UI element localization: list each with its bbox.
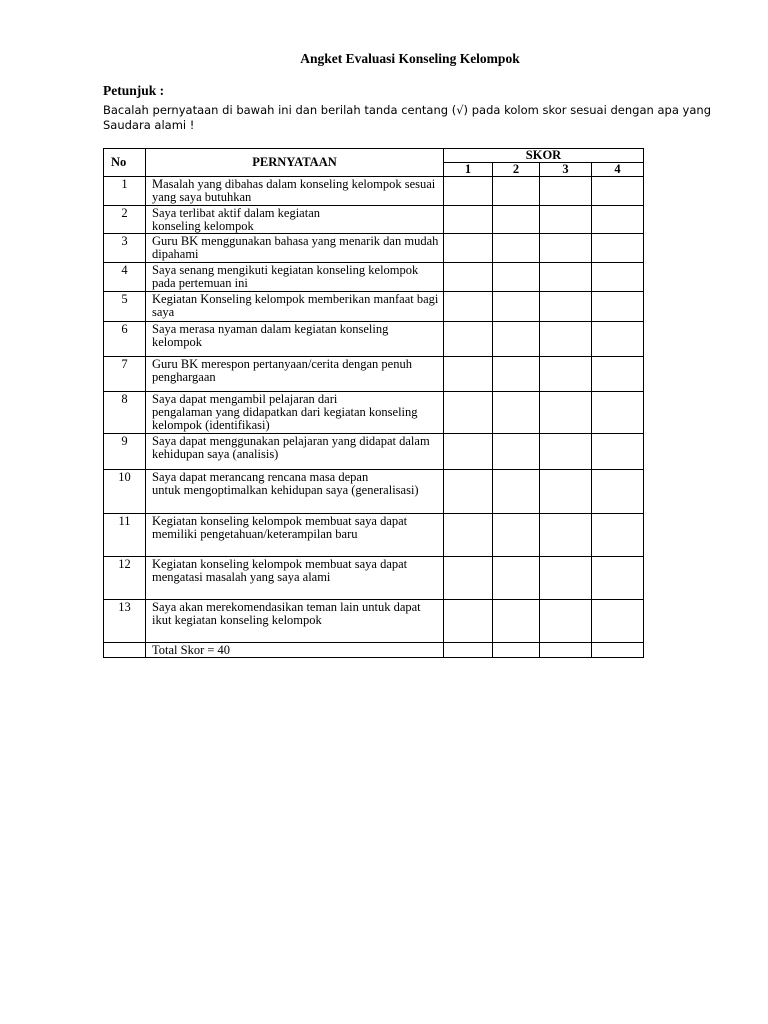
header-pernyataan: PERNYATAAN: [146, 149, 444, 177]
table-row: [104, 263, 644, 292]
score-cell-2[interactable]: [493, 470, 540, 514]
statement-text: Saya dapat merancang rencana masa depan untuk mengoptimalkan kehidupan saya (generalisasi): [146, 470, 444, 514]
table-row: [104, 177, 644, 206]
score-cell-1[interactable]: [444, 434, 493, 470]
score-cell-3[interactable]: [540, 470, 592, 514]
score-cell-1[interactable]: [444, 234, 493, 263]
row-number: 13: [104, 600, 146, 643]
score-cell-2[interactable]: [493, 206, 540, 234]
statement-text: Saya terlibat aktif dalam kegiatan konseling kelompok: [146, 206, 444, 234]
row-number: 4: [104, 263, 146, 292]
score-cell-2[interactable]: [493, 292, 540, 322]
statement-text: Saya senang mengikuti kegiatan konseling kelompok pada pertemuan ini: [146, 263, 444, 292]
table-row: [104, 557, 644, 600]
score-cell-4[interactable]: [592, 322, 644, 357]
score-cell-4[interactable]: [592, 177, 644, 206]
score-cell-2[interactable]: [493, 600, 540, 643]
total-score-cell-4[interactable]: [592, 643, 644, 658]
score-cell-4[interactable]: [592, 234, 644, 263]
score-cell-1[interactable]: [444, 514, 493, 557]
total-row: [104, 643, 644, 658]
table-row: [104, 234, 644, 263]
statement-text: Kegiatan Konseling kelompok memberikan manfaat bagi saya: [146, 292, 444, 322]
score-cell-4[interactable]: [592, 557, 644, 600]
score-cell-3[interactable]: [540, 206, 592, 234]
score-cell-4[interactable]: [592, 470, 644, 514]
statement-text: Saya dapat menggunakan pelajaran yang didapat dalam kehidupan saya (analisis): [146, 434, 444, 470]
header-score-1: 1: [444, 163, 493, 177]
score-cell-2[interactable]: [493, 322, 540, 357]
row-number: 11: [104, 514, 146, 557]
row-number: 12: [104, 557, 146, 600]
header-score-3: 3: [540, 163, 592, 177]
instructions-heading: Petunjuk :: [103, 83, 165, 98]
score-cell-3[interactable]: [540, 292, 592, 322]
score-cell-2[interactable]: [493, 392, 540, 434]
table-row: [104, 514, 644, 557]
table-row: [104, 292, 644, 322]
score-cell-3[interactable]: [540, 392, 592, 434]
score-cell-4[interactable]: [592, 263, 644, 292]
row-number: 1: [104, 177, 146, 206]
table-row: [104, 322, 644, 357]
score-cell-1[interactable]: [444, 322, 493, 357]
total-score-label: Total Skor = 40: [146, 643, 444, 658]
score-cell-4[interactable]: [592, 206, 644, 234]
row-number: 6: [104, 322, 146, 357]
table-row: [104, 600, 644, 643]
score-cell-3[interactable]: [540, 322, 592, 357]
instructions-text: Bacalah pernyataan di bawah ini dan berilah tanda centang (√) pada kolom skor sesuai dengan apa yang Saudara alami !: [103, 103, 711, 132]
score-cell-1[interactable]: [444, 600, 493, 643]
row-number: 10: [104, 470, 146, 514]
score-cell-4[interactable]: [592, 434, 644, 470]
score-cell-2[interactable]: [493, 234, 540, 263]
row-number: 7: [104, 357, 146, 392]
score-cell-1[interactable]: [444, 392, 493, 434]
score-cell-1[interactable]: [444, 357, 493, 392]
header-skor: SKOR: [444, 149, 644, 163]
score-cell-1[interactable]: [444, 177, 493, 206]
score-cell-2[interactable]: [493, 263, 540, 292]
score-cell-3[interactable]: [540, 600, 592, 643]
statement-text: Kegiatan konseling kelompok membuat saya dapat memiliki pengetahuan/keterampilan baru: [146, 514, 444, 557]
table-row: [104, 392, 644, 434]
statement-text: Kegiatan konseling kelompok membuat saya dapat mengatasi masalah yang saya alami: [146, 557, 444, 600]
row-number: 5: [104, 292, 146, 322]
score-cell-2[interactable]: [493, 514, 540, 557]
score-cell-2[interactable]: [493, 557, 540, 600]
statement-text: Masalah yang dibahas dalam konseling kelompok sesuai yang saya butuhkan: [146, 177, 444, 206]
score-cell-4[interactable]: [592, 514, 644, 557]
table-row: [104, 470, 644, 514]
score-cell-4[interactable]: [592, 292, 644, 322]
score-cell-4[interactable]: [592, 600, 644, 643]
statement-text: Guru BK merespon pertanyaan/cerita dengan penuh penghargaan: [146, 357, 444, 392]
questionnaire-table: [103, 148, 644, 658]
score-cell-2[interactable]: [493, 177, 540, 206]
score-cell-1[interactable]: [444, 263, 493, 292]
row-number: 2: [104, 206, 146, 234]
score-cell-4[interactable]: [592, 392, 644, 434]
score-cell-3[interactable]: [540, 357, 592, 392]
score-cell-3[interactable]: [540, 434, 592, 470]
statement-text: Saya merasa nyaman dalam kegiatan konseling kelompok: [146, 322, 444, 357]
score-cell-1[interactable]: [444, 292, 493, 322]
score-cell-3[interactable]: [540, 263, 592, 292]
score-cell-1[interactable]: [444, 557, 493, 600]
score-cell-1[interactable]: [444, 206, 493, 234]
table-row: [104, 206, 644, 234]
header-score-2: 2: [493, 163, 540, 177]
score-cell-1[interactable]: [444, 470, 493, 514]
row-number: 3: [104, 234, 146, 263]
score-cell-3[interactable]: [540, 177, 592, 206]
statement-text: Guru BK menggunakan bahasa yang menarik dan mudah dipahami: [146, 234, 444, 263]
page-title: Angket Evaluasi Konseling Kelompok: [300, 51, 520, 66]
score-cell-4[interactable]: [592, 357, 644, 392]
score-cell-3[interactable]: [540, 234, 592, 263]
score-cell-3[interactable]: [540, 557, 592, 600]
table-row: [104, 434, 644, 470]
header-no: No: [104, 149, 146, 177]
total-score-cell-1[interactable]: [444, 643, 493, 658]
row-number: 9: [104, 434, 146, 470]
score-cell-2[interactable]: [493, 357, 540, 392]
score-cell-2[interactable]: [493, 434, 540, 470]
statement-text: Saya akan merekomendasikan teman lain untuk dapat ikut kegiatan konseling kelompok: [146, 600, 444, 643]
total-score-cell-3[interactable]: [540, 643, 592, 658]
header-score-4: 4: [592, 163, 644, 177]
total-no-cell: [104, 643, 146, 658]
statement-text: Saya dapat mengambil pelajaran dari pengalaman yang didapatkan dari kegiatan konseling kelompok (identifikasi): [146, 392, 444, 434]
total-score-cell-2[interactable]: [493, 643, 540, 658]
table-row: [104, 357, 644, 392]
score-cell-3[interactable]: [540, 514, 592, 557]
row-number: 8: [104, 392, 146, 434]
